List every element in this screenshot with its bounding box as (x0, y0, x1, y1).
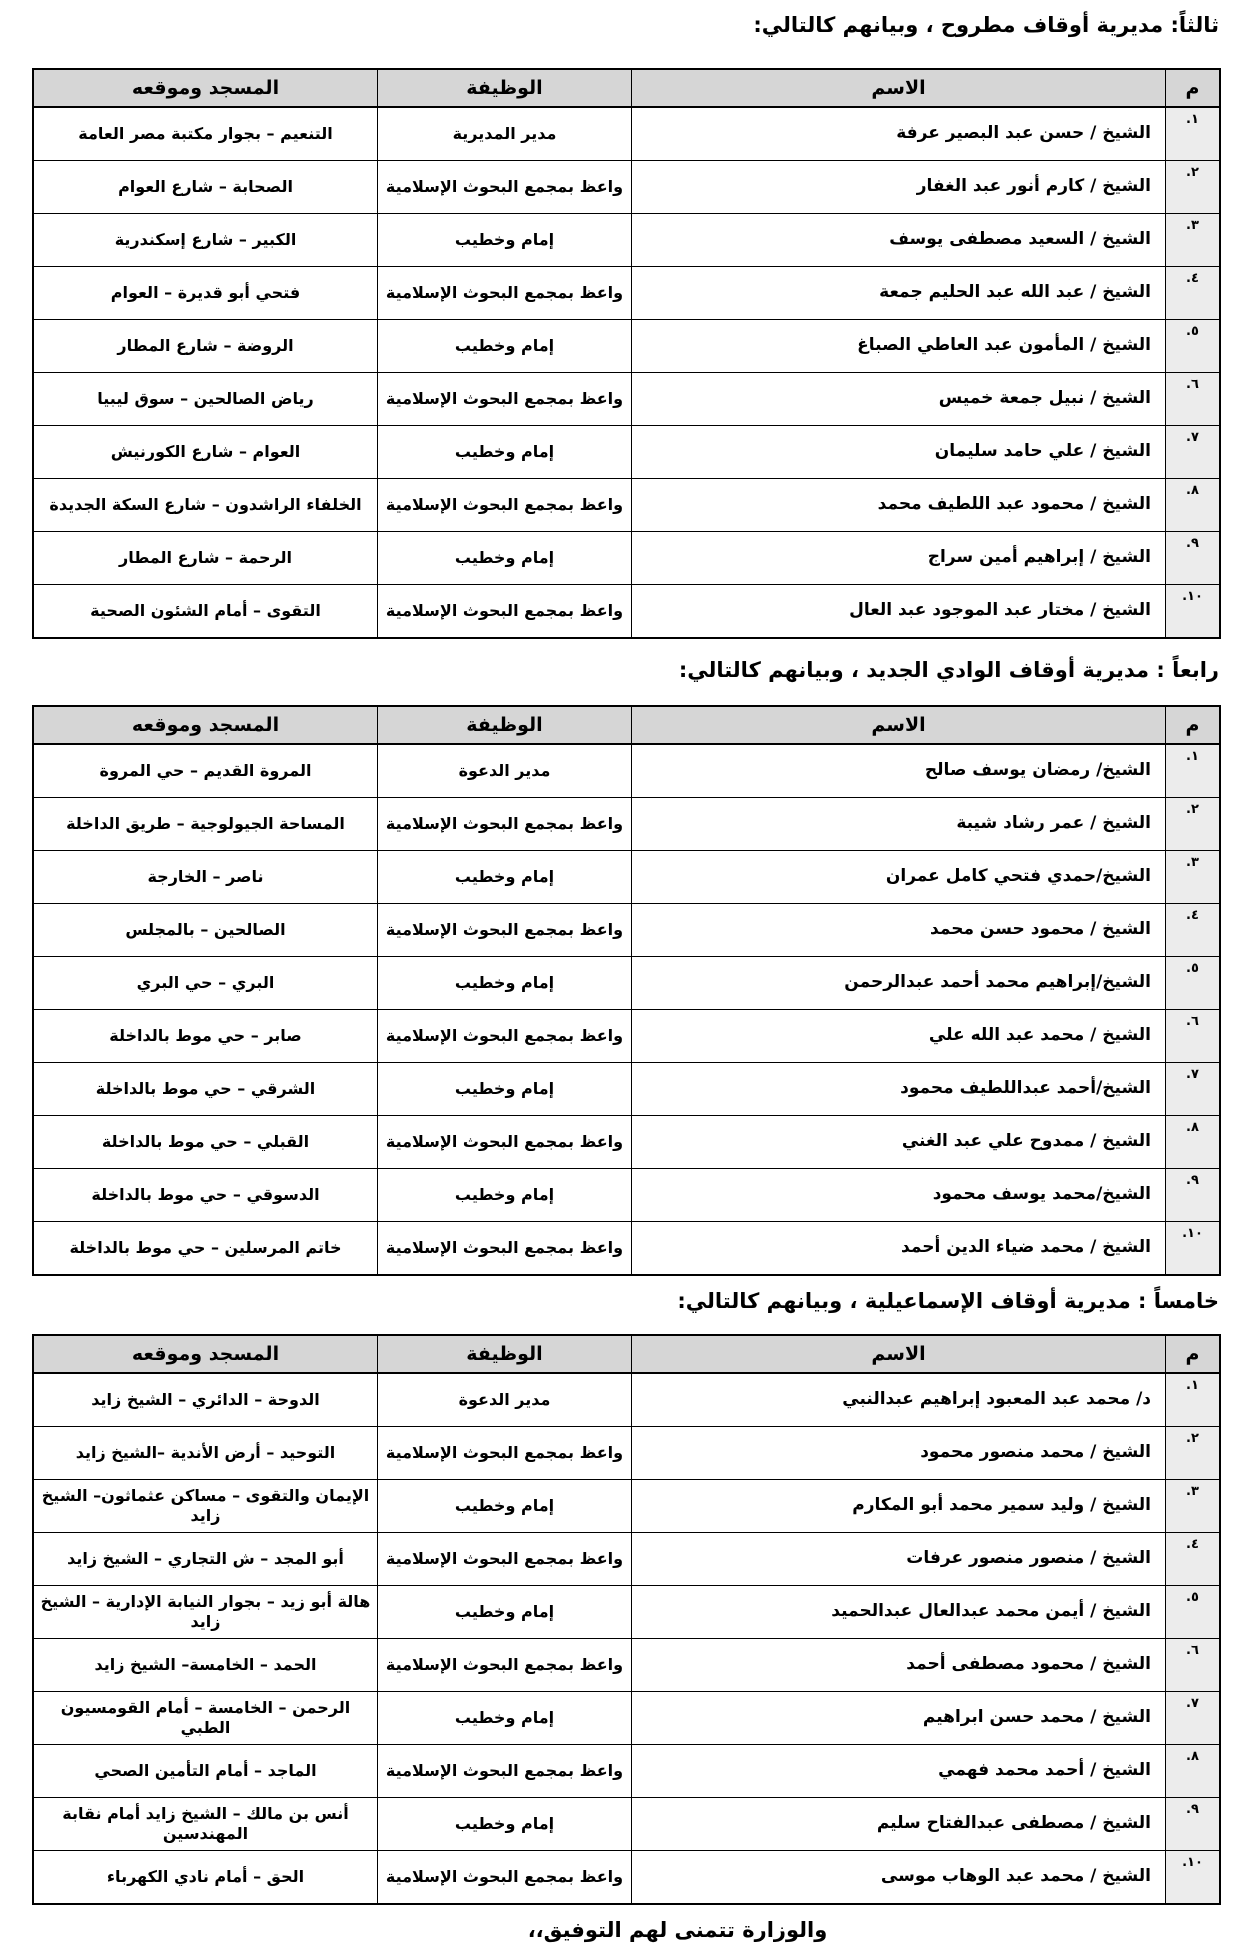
closing-remark: والوزارة تتمنى لهم التوفيق،، (527, 1918, 828, 1942)
col-header-mosque: المسجد وموقعه (33, 706, 378, 744)
table-row (33, 532, 1220, 585)
job-cell: إمام وخطيب (378, 1169, 632, 1222)
job-cell: إمام وخطيب (378, 426, 632, 479)
job-cell: واعظ بمجمع البحوث الإسلامية (378, 1116, 632, 1169)
table-row (33, 267, 1220, 320)
col-header-job: الوظيفة (378, 1335, 632, 1373)
name-cell: الشيخ / مصطفى عبدالفتاح سليم (632, 1798, 1166, 1851)
table-row (33, 1427, 1220, 1480)
name-cell: د/ محمد عبد المعبود إبراهيم عبدالنبي (632, 1373, 1166, 1427)
row-index: ١٠. (1166, 1222, 1221, 1276)
col-header-mosque: المسجد وموقعه (33, 69, 378, 107)
row-index: ٦. (1166, 1639, 1221, 1692)
job-cell: واعظ بمجمع البحوث الإسلامية (378, 1533, 632, 1586)
col-header-index: م (1166, 1335, 1221, 1373)
name-cell: الشيخ / كارم أنور عبد الغفار (632, 161, 1166, 214)
mosque-cell: الشرقي – حي موط بالداخلة (33, 1063, 378, 1116)
table-header (33, 1335, 1220, 1373)
table-row (33, 1745, 1220, 1798)
mosque-cell: البري – حي البري (33, 957, 378, 1010)
row-index: ٣. (1166, 214, 1221, 267)
mosque-cell: الصحابة – شارع العوام (33, 161, 378, 214)
table-row (33, 851, 1220, 904)
mosque-cell: الدسوقي – حي موط بالداخلة (33, 1169, 378, 1222)
header-row (33, 69, 1220, 107)
table-body (33, 107, 1220, 638)
mosque-cell: هالة أبو زيد – بجوار النيابة الإدارية – الشيخ زايد (33, 1586, 378, 1639)
mosque-cell: الحمد – الخامسة– الشيخ زايد (33, 1639, 378, 1692)
job-cell: واعظ بمجمع البحوث الإسلامية (378, 1745, 632, 1798)
table-row (33, 1373, 1220, 1427)
table-row (33, 1222, 1220, 1276)
name-cell: الشيخ / أحمد محمد فهمي (632, 1745, 1166, 1798)
mosque-cell: ناصر – الخارجة (33, 851, 378, 904)
mosque-cell: العوام – شارع الكورنيش (33, 426, 378, 479)
name-cell: الشيخ / محمود عبد اللطيف محمد (632, 479, 1166, 532)
job-cell: إمام وخطيب (378, 957, 632, 1010)
name-cell: الشيخ/محمد يوسف محمود (632, 1169, 1166, 1222)
col-header-job: الوظيفة (378, 706, 632, 744)
mosque-cell: خاتم المرسلين – حي موط بالداخلة (33, 1222, 378, 1276)
table-row (33, 1533, 1220, 1586)
mosque-cell: الدوحة – الدائري – الشيخ زايد (33, 1373, 378, 1427)
mosque-cell: الروضة – شارع المطار (33, 320, 378, 373)
mosque-cell: التقوى – أمام الشئون الصحية (33, 585, 378, 639)
job-cell: إمام وخطيب (378, 851, 632, 904)
table-row (33, 1116, 1220, 1169)
job-cell: إمام وخطيب (378, 214, 632, 267)
table-row (33, 320, 1220, 373)
job-cell: إمام وخطيب (378, 532, 632, 585)
table-row (33, 1480, 1220, 1533)
mosque-cell: المساحة الجيولوجية – طريق الداخلة (33, 798, 378, 851)
row-index: ٢. (1166, 798, 1221, 851)
row-index: ٨. (1166, 1745, 1221, 1798)
name-cell: الشيخ / السعيد مصطفى يوسف (632, 214, 1166, 267)
table-header (33, 706, 1220, 744)
col-header-name: الاسم (632, 706, 1166, 744)
table-row (33, 585, 1220, 639)
name-cell: الشيخ / وليد سمير محمد أبو المكارم (632, 1480, 1166, 1533)
name-cell: الشيخ/حمدي فتحي كامل عمران (632, 851, 1166, 904)
row-index: ١. (1166, 107, 1221, 161)
row-index: ٧. (1166, 1692, 1221, 1745)
row-index: ١. (1166, 744, 1221, 798)
job-cell: واعظ بمجمع البحوث الإسلامية (378, 1427, 632, 1480)
col-header-name: الاسم (632, 1335, 1166, 1373)
row-index: ٩. (1166, 1798, 1221, 1851)
row-index: ٩. (1166, 532, 1221, 585)
name-cell: الشيخ / أيمن محمد عبدالعال عبدالحميد (632, 1586, 1166, 1639)
mosque-cell: صابر – حي موط بالداخلة (33, 1010, 378, 1063)
row-index: ٦. (1166, 373, 1221, 426)
mosque-cell: الصالحين – بالمجلس (33, 904, 378, 957)
job-cell: واعظ بمجمع البحوث الإسلامية (378, 585, 632, 639)
job-cell: واعظ بمجمع البحوث الإسلامية (378, 479, 632, 532)
section-title-matrouh: ثالثاً: مديرية أوقاف مطروح ، وبيانهم كالتالي: (753, 13, 1219, 37)
table-row (33, 1798, 1220, 1851)
col-header-mosque: المسجد وموقعه (33, 1335, 378, 1373)
name-cell: الشيخ / محمد عبد الوهاب موسى (632, 1851, 1166, 1905)
row-index: ٨. (1166, 1116, 1221, 1169)
row-index: ٧. (1166, 1063, 1221, 1116)
table-row (33, 1692, 1220, 1745)
header-row (33, 706, 1220, 744)
job-cell: إمام وخطيب (378, 320, 632, 373)
mosque-cell: التنعيم – بجوار مكتبة مصر العامة (33, 107, 378, 161)
header-row (33, 1335, 1220, 1373)
section-title-ismailia: خامساً : مديرية أوقاف الإسماعيلية ، وبيانهم كالتالي: (677, 1289, 1219, 1313)
table-row (33, 1063, 1220, 1116)
table-header (33, 69, 1220, 107)
job-cell: واعظ بمجمع البحوث الإسلامية (378, 904, 632, 957)
mosque-cell: الإيمان والتقوى – مساكن عثماثون– الشيخ زايد (33, 1480, 378, 1533)
name-cell: الشيخ / عمر رشاد شيبة (632, 798, 1166, 851)
mosque-cell: الماجد – أمام التأمين الصحي (33, 1745, 378, 1798)
name-cell: الشيخ / نبيل جمعة خميس (632, 373, 1166, 426)
job-cell: واعظ بمجمع البحوث الإسلامية (378, 373, 632, 426)
table-row (33, 744, 1220, 798)
name-cell: الشيخ / ممدوح علي عبد الغني (632, 1116, 1166, 1169)
row-index: ١. (1166, 1373, 1221, 1427)
table-row (33, 1010, 1220, 1063)
table-body (33, 744, 1220, 1275)
mosque-cell: الكبير – شارع إسكندرية (33, 214, 378, 267)
new-valley-table (32, 705, 1221, 1276)
row-index: ٤. (1166, 267, 1221, 320)
col-header-index: م (1166, 706, 1221, 744)
table-row (33, 1639, 1220, 1692)
name-cell: الشيخ / علي حامد سليمان (632, 426, 1166, 479)
row-index: ١٠. (1166, 585, 1221, 639)
job-cell: واعظ بمجمع البحوث الإسلامية (378, 1851, 632, 1905)
name-cell: الشيخ/ رمضان يوسف صالح (632, 744, 1166, 798)
row-index: ٨. (1166, 479, 1221, 532)
name-cell: الشيخ / محمد منصور محمود (632, 1427, 1166, 1480)
row-index: ٥. (1166, 1586, 1221, 1639)
matrouh-table (32, 68, 1221, 639)
mosque-cell: أبو المجد – ش التجاري – الشيخ زايد (33, 1533, 378, 1586)
mosque-cell: الرحمة – شارع المطار (33, 532, 378, 585)
mosque-cell: القبلي – حي موط بالداخلة (33, 1116, 378, 1169)
job-cell: واعظ بمجمع البحوث الإسلامية (378, 1222, 632, 1276)
table-row (33, 161, 1220, 214)
mosque-cell: التوحيد – أرض الأندية –الشيخ زايد (33, 1427, 378, 1480)
row-index: ٩. (1166, 1169, 1221, 1222)
mosque-cell: فتحي أبو قديرة – العوام (33, 267, 378, 320)
table-row (33, 957, 1220, 1010)
name-cell: الشيخ / محمد عبد الله علي (632, 1010, 1166, 1063)
row-index: ٢. (1166, 161, 1221, 214)
row-index: ٧. (1166, 426, 1221, 479)
job-cell: مدير المديرية (378, 107, 632, 161)
name-cell: الشيخ / منصور منصور عرفات (632, 1533, 1166, 1586)
name-cell: الشيخ/إبراهيم محمد أحمد عبدالرحمن (632, 957, 1166, 1010)
row-index: ٤. (1166, 904, 1221, 957)
table-row (33, 1851, 1220, 1905)
row-index: ٣. (1166, 1480, 1221, 1533)
table-row (33, 426, 1220, 479)
job-cell: واعظ بمجمع البحوث الإسلامية (378, 161, 632, 214)
row-index: ٥. (1166, 957, 1221, 1010)
mosque-cell: رياض الصالحين – سوق ليبيا (33, 373, 378, 426)
job-cell: واعظ بمجمع البحوث الإسلامية (378, 798, 632, 851)
name-cell: الشيخ / محمود مصطفى أحمد (632, 1639, 1166, 1692)
row-index: ٤. (1166, 1533, 1221, 1586)
job-cell: مدير الدعوة (378, 1373, 632, 1427)
mosque-cell: أنس بن مالك – الشيخ زايد أمام نقابة المهندسين (33, 1798, 378, 1851)
table-row (33, 479, 1220, 532)
job-cell: إمام وخطيب (378, 1692, 632, 1745)
table-row (33, 798, 1220, 851)
name-cell: الشيخ / محمود حسن محمد (632, 904, 1166, 957)
name-cell: الشيخ / إبراهيم أمين سراج (632, 532, 1166, 585)
name-cell: الشيخ / مختار عبد الموجود عبد العال (632, 585, 1166, 639)
table-row (33, 373, 1220, 426)
mosque-cell: المروة القديم – حي المروة (33, 744, 378, 798)
job-cell: واعظ بمجمع البحوث الإسلامية (378, 1010, 632, 1063)
row-index: ٥. (1166, 320, 1221, 373)
name-cell: الشيخ / محمد ضياء الدين أحمد (632, 1222, 1166, 1276)
col-header-index: م (1166, 69, 1221, 107)
name-cell: الشيخ/أحمد عبداللطيف محمود (632, 1063, 1166, 1116)
name-cell: الشيخ / حسن عبد البصير عرفة (632, 107, 1166, 161)
job-cell: إمام وخطيب (378, 1586, 632, 1639)
table-body (33, 1373, 1220, 1904)
name-cell: الشيخ / المأمون عبد العاطي الصباغ (632, 320, 1166, 373)
job-cell: إمام وخطيب (378, 1480, 632, 1533)
mosque-cell: الرحمن – الخامسة – أمام القومسيون الطبي (33, 1692, 378, 1745)
row-index: ٦. (1166, 1010, 1221, 1063)
mosque-cell: الخلفاء الراشدون – شارع السكة الجديدة (33, 479, 378, 532)
table-row (33, 1586, 1220, 1639)
job-cell: واعظ بمجمع البحوث الإسلامية (378, 1639, 632, 1692)
job-cell: إمام وخطيب (378, 1063, 632, 1116)
row-index: ١٠. (1166, 1851, 1221, 1905)
table-row (33, 1169, 1220, 1222)
job-cell: واعظ بمجمع البحوث الإسلامية (378, 267, 632, 320)
name-cell: الشيخ / عبد الله عبد الحليم جمعة (632, 267, 1166, 320)
table-row (33, 904, 1220, 957)
col-header-job: الوظيفة (378, 69, 632, 107)
mosque-cell: الحق – أمام نادي الكهرباء (33, 1851, 378, 1905)
name-cell: الشيخ / محمد حسن ابراهيم (632, 1692, 1166, 1745)
table-row (33, 214, 1220, 267)
job-cell: إمام وخطيب (378, 1798, 632, 1851)
ismailia-table (32, 1334, 1221, 1905)
table-row (33, 107, 1220, 161)
job-cell: مدير الدعوة (378, 744, 632, 798)
section-title-new-valley: رابعاً : مديرية أوقاف الوادي الجديد ، وبيانهم كالتالي: (678, 658, 1219, 682)
col-header-name: الاسم (632, 69, 1166, 107)
row-index: ٣. (1166, 851, 1221, 904)
row-index: ٢. (1166, 1427, 1221, 1480)
